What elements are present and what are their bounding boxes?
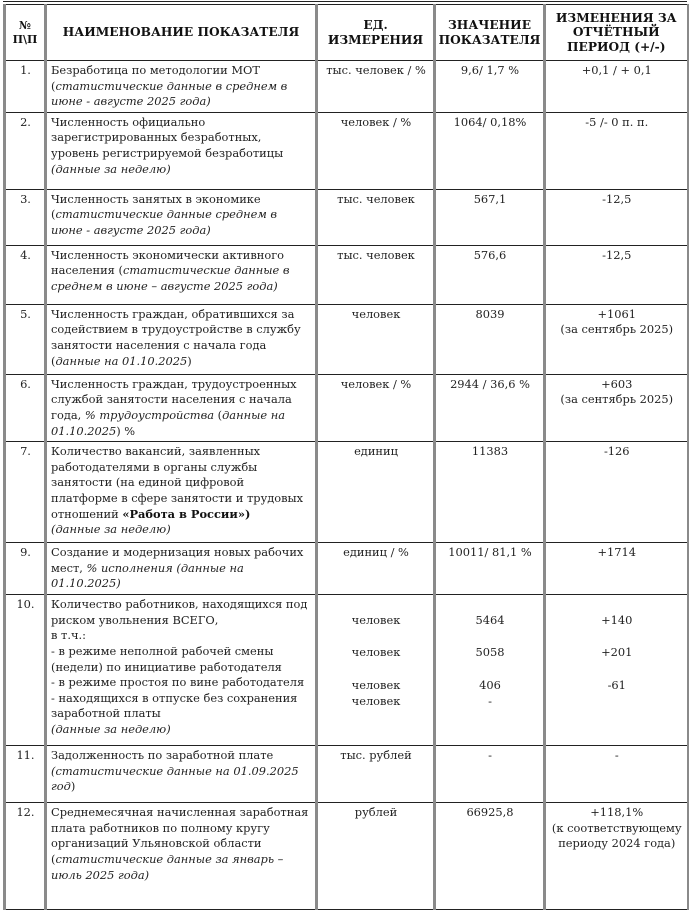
row-number: 7.	[5, 442, 46, 543]
indicator-name: Задолженность по заработной плате	[51, 748, 274, 763]
indicator-name: Численность граждан, трудоустроенных службой занятости населения с начала года,	[51, 376, 297, 422]
table-top-rule	[3, 1, 687, 2]
indicator-name: Количество вакансий, заявленных работодателями в органы службы занятости (на единой цифровой платформе в сфере занятости и трудовых отношений	[51, 444, 304, 521]
change-cell: -5 /- 0 п. п.	[545, 112, 689, 189]
note-prefix: (	[51, 207, 56, 222]
change-value: +1061	[597, 306, 637, 321]
value-cell: 576,6	[435, 245, 545, 304]
including-label: в т.ч.:	[51, 628, 86, 643]
unit-downtime: человек	[351, 677, 401, 692]
value-part-time: 5058	[475, 645, 505, 660]
indicator-note: (статистические данные на 01.09.2025 год	[51, 763, 299, 794]
table-row	[5, 374, 689, 441]
unit-cell: тыс. человек	[317, 245, 435, 304]
table-row	[5, 245, 689, 304]
indicator-note: данные на 01.10.2025	[51, 407, 286, 438]
indicator-note: статистические данные в среднем в июне – августе 2025 года)	[51, 263, 290, 293]
value-cell: 11383	[435, 442, 545, 543]
value-cell: 567,1	[435, 189, 545, 245]
value-cell: -	[435, 746, 545, 803]
indicator-name: Численность экономически активного населения	[51, 247, 285, 278]
value-downtime: 406	[479, 677, 501, 692]
indicator-note: (данные за неделю)	[51, 522, 171, 537]
note-prefix: (	[118, 263, 123, 278]
value-cell: 2944 / 36,6 %	[435, 374, 545, 441]
header-change: ИЗМЕНЕНИЯ ЗА ОТЧЁТНЫЙ ПЕРИОД (+/-)	[545, 5, 689, 61]
row-number: 4.	[5, 245, 46, 304]
indicator-name-cell	[46, 543, 317, 595]
note-prefix: (	[51, 851, 56, 866]
table-row	[5, 189, 689, 245]
note-suffix: )	[70, 779, 76, 794]
indicator-name-cell	[46, 746, 317, 803]
table-row	[5, 61, 689, 113]
value-cell: 10011/ 81,1 %	[435, 543, 545, 595]
table-row	[5, 803, 689, 910]
unit-cell: единиц	[317, 442, 435, 543]
unit-cell: тыс. человек	[317, 189, 435, 245]
header-unit: ЕД. ИЗМЕРЕНИЯ	[317, 5, 435, 61]
row-number: 1.	[5, 61, 46, 113]
indicator-name: Создание и модернизация новых рабочих мест,	[51, 545, 304, 575]
note-prefix: (	[217, 407, 223, 422]
change-cell: -	[545, 746, 689, 803]
indicator-name-cell	[46, 61, 317, 113]
note-suffix: )	[187, 353, 192, 368]
value-total: 5464	[475, 612, 505, 627]
indicator-name: Численность официально зарегистрированных безработных, уровень регистрируемой безработицы	[51, 114, 284, 160]
header-indicator-name: НАИМЕНОВАНИЕ ПОКАЗАТЕЛЯ	[46, 5, 317, 61]
row-number: 11.	[5, 746, 46, 803]
unit-cell: человек / %	[317, 374, 435, 441]
unit-cell: единиц / %	[317, 543, 435, 595]
indicator-note: (данные за неделю)	[51, 161, 171, 176]
change-cell: -126	[545, 442, 689, 543]
note-prefix: (	[51, 78, 56, 93]
row-number: 9.	[5, 543, 46, 595]
platform-name: «Работа в России»)	[122, 506, 251, 521]
change-part-time: +201	[601, 645, 633, 660]
row-number: 3.	[5, 189, 46, 245]
change-note: (за сентябрь 2025)	[560, 392, 674, 407]
value-cell: 66925,8	[435, 803, 545, 910]
table-row	[5, 543, 689, 595]
table-header-row	[5, 5, 689, 61]
row-number: 10.	[5, 595, 46, 746]
indicator-name: Безработица по методологии МОТ	[51, 63, 260, 77]
value-unpaid-leave: -	[488, 693, 492, 708]
row-number: 12.	[5, 803, 46, 910]
change-cell	[545, 595, 689, 746]
change-cell: -12,5	[545, 245, 689, 304]
table-row	[5, 442, 689, 543]
change-cell: +1714	[545, 543, 689, 595]
sub-item-unpaid-leave: - находящихся в отпуске без сохранения заработной платы	[51, 690, 298, 721]
note-suffix: ) %	[116, 423, 136, 438]
indicator-name: Количество работников, находящихся под риском увольнения ВСЕГО,	[51, 597, 308, 627]
change-cell: +0,1 / + 0,1	[545, 61, 689, 113]
unit-unpaid-leave: человек	[351, 693, 401, 708]
table-row	[5, 746, 689, 803]
indicator-name-cell	[46, 112, 317, 189]
indicator-name: Численность занятых в экономике	[51, 191, 261, 206]
indicator-name-cell	[46, 374, 317, 441]
table-row	[5, 595, 689, 746]
indicator-name: Численность граждан, обратившихся за содействием в трудоустройстве в службу занятости населения с начала года	[51, 306, 301, 352]
header-value: ЗНАЧЕНИЕ ПОКАЗАТЕЛЯ	[435, 5, 545, 61]
indicators-table-wrapper	[3, 1, 687, 910]
note-prefix: (	[51, 353, 56, 368]
unit-cell: тыс. рублей	[317, 746, 435, 803]
change-cell: -12,5	[545, 189, 689, 245]
unit-cell: рублей	[317, 803, 435, 910]
value-cell: 8039	[435, 304, 545, 374]
change-cell	[545, 304, 689, 374]
indicator-note: (данные за неделю)	[51, 721, 171, 736]
change-value: +118,1%	[590, 805, 644, 820]
change-cell	[545, 374, 689, 441]
unit-cell: человек	[317, 304, 435, 374]
row-number: 2.	[5, 112, 46, 189]
indicator-note-italic: % трудоустройства	[84, 407, 214, 422]
sub-item-part-time: - в режиме неполной рабочей смены (недели) по инициативе работодателя	[51, 643, 282, 674]
change-value: +603	[601, 376, 633, 391]
unit-cell	[317, 595, 435, 746]
unit-cell: человек / %	[317, 112, 435, 189]
indicator-note: статистические данные за январь – июль 2025 года)	[51, 851, 284, 882]
unit-part-time: человек	[351, 645, 401, 660]
value-cell: 9,6/ 1,7 %	[435, 61, 545, 113]
unit-total: человек	[351, 612, 401, 627]
indicator-name-cell	[46, 595, 317, 746]
change-total: +140	[601, 612, 633, 627]
indicator-note: % исполнения (данные на 01.10.2025)	[51, 560, 244, 591]
unit-cell: тыс. человек / %	[317, 61, 435, 113]
indicator-name-cell	[46, 803, 317, 910]
value-cell	[435, 595, 545, 746]
indicator-name-cell	[46, 189, 317, 245]
indicator-note: статистические данные в среднем в июне - августе 2025 года)	[51, 78, 288, 109]
row-number: 6.	[5, 374, 46, 441]
indicator-name-cell	[46, 442, 317, 543]
sub-item-downtime: - в режиме простоя по вине работодателя	[51, 675, 305, 690]
labor-market-indicators-table	[3, 4, 689, 910]
indicator-name-cell	[46, 245, 317, 304]
indicator-name-cell	[46, 304, 317, 374]
row-number: 5.	[5, 304, 46, 374]
change-downtime: -61	[607, 677, 626, 692]
change-note: (к соответствующему периоду 2024 года)	[551, 820, 682, 851]
indicator-note: статистические данные среднем в июне - августе 2025 года)	[51, 207, 278, 237]
indicator-name: Среднемесячная начисленная заработная плата работников по полному кругу организаций Ульяновской области	[51, 805, 309, 851]
header-number: № П\П	[5, 5, 46, 61]
change-cell	[545, 803, 689, 910]
value-cell: 1064/ 0,18%	[435, 112, 545, 189]
table-row	[5, 304, 689, 374]
indicator-note: данные на 01.10.2025	[55, 353, 188, 368]
change-note: (за сентябрь 2025)	[560, 322, 674, 337]
table-row	[5, 112, 689, 189]
